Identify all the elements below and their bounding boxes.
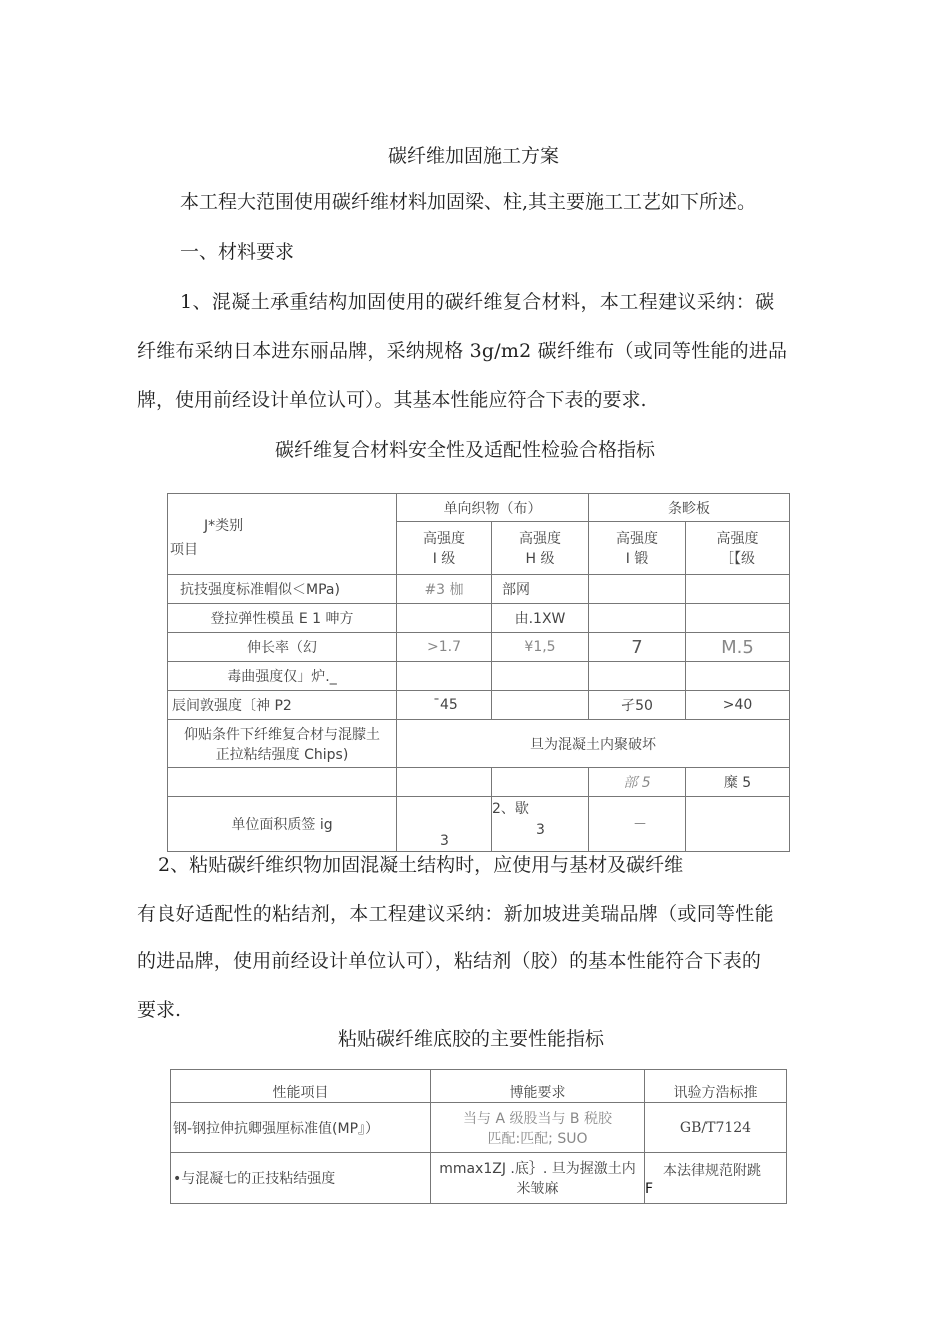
- table-cell: ˉ45: [397, 691, 492, 720]
- section-heading: 一、材料要求: [180, 241, 295, 263]
- column-header: 性能项目: [171, 1070, 431, 1103]
- table-cell: mmax1ZJ .底｝. 旦为握激土内 米皱麻: [431, 1153, 645, 1204]
- row-label: 登拉弹性模虽 E 1 呻方: [168, 604, 397, 633]
- row-label: 伸长率（幻: [168, 633, 397, 662]
- paragraph-line: 的进品牌，使用前经设计单位认可），粘结剂（胶）的基本性能符合下表的: [137, 950, 762, 972]
- table-cell: [492, 662, 589, 691]
- table-cell: 部 5: [589, 768, 686, 797]
- paragraph-line: 有良好适配性的粘结剂，本工程建议采纳：新加坡进美瑞品牌（或同等性能: [137, 903, 774, 925]
- table-cell: [686, 797, 790, 852]
- document-title: 碳纤维加固施工方案: [388, 145, 560, 167]
- table-cell: 糜 5: [686, 768, 790, 797]
- group-header-plate: 条畛板: [589, 494, 790, 522]
- table-cell: M.5: [686, 633, 790, 662]
- table2-caption: 粘贴碳纤维底胶的主要性能指标: [338, 1028, 605, 1050]
- table-cell: #3 枷: [397, 575, 492, 604]
- table-cell: [397, 662, 492, 691]
- column-header: 讯验方浩标推: [645, 1070, 787, 1103]
- table-cell: [492, 768, 589, 797]
- category-label: J*类别: [204, 518, 244, 534]
- paragraph-line: 纤维布采纳日本进东丽品牌，采纳规格 3g/m2 碳纤维布（或同等性能的进品: [137, 340, 788, 362]
- carbon-fiber-spec-table: [167, 493, 790, 852]
- table-cell: 由.1XW: [492, 604, 589, 633]
- row-label: 辰间敦强度〔神 P2: [168, 691, 397, 720]
- table-cell: 孑50: [589, 691, 686, 720]
- paragraph-line: 2、粘贴碳纤维织物加固混凝土结构时，应使用与基材及碳纤维: [158, 854, 684, 876]
- sub-header-cell: 高强度 I 级: [397, 522, 492, 575]
- table-cell: [492, 691, 589, 720]
- table-cell: GB/T7124: [645, 1103, 787, 1153]
- paragraph-line: 1、混凝土承重结构加固使用的碳纤维复合材料，本工程建议采纳：碳: [180, 291, 775, 313]
- table-cell: 部网: [492, 575, 589, 604]
- table-cell: 7: [589, 633, 686, 662]
- row-label: •与混凝七的正技粘结强度: [171, 1153, 431, 1204]
- table-cell: [397, 604, 492, 633]
- corner-header-cell: [168, 494, 397, 575]
- table-cell: 3: [397, 797, 492, 852]
- row-label: 单位面积质签 ig: [168, 797, 397, 852]
- sub-header-cell: 高强度 ［【级: [686, 522, 790, 575]
- paragraph-line: 牌，使用前经设计单位认可）。其基本性能应符合下表的要求.: [137, 389, 647, 411]
- table-cell: －: [589, 797, 686, 852]
- intro-paragraph: 本工程大范围使用碳纤维材料加固梁、柱,其主要施工工艺如下所述。: [180, 191, 757, 213]
- table-cell: [168, 768, 397, 797]
- item-label: 项目: [170, 542, 198, 558]
- table-cell: [686, 604, 790, 633]
- merged-value-cell: 旦为混凝土内聚破坏: [397, 720, 790, 768]
- table-cell: [589, 604, 686, 633]
- table-cell: [686, 575, 790, 604]
- table-cell: >40: [686, 691, 790, 720]
- table-cell: [686, 662, 790, 691]
- table-cell: [397, 768, 492, 797]
- table-cell: [589, 575, 686, 604]
- table-cell: [589, 662, 686, 691]
- table-cell: ¥1,5: [492, 633, 589, 662]
- table-cell: 本法律规范附跳 F: [645, 1153, 787, 1204]
- paragraph-line: 要求.: [137, 999, 182, 1021]
- table-cell: >1.7: [397, 633, 492, 662]
- column-header: 博能要求: [431, 1070, 645, 1103]
- group-header-fabric: 单向织物（布）: [397, 494, 589, 522]
- table1-caption: 碳纤维复合材料安全性及适配性检验合格指标: [275, 439, 656, 461]
- row-label: 抗技强度标准帽似＜MPa): [168, 575, 397, 604]
- table-cell: 当与 A 级股当与 B 税胶 匹配:匹配; SUO: [431, 1103, 645, 1153]
- row-label: 钢-钢拉伸抗卿强厘标准值(MP』）: [171, 1103, 431, 1153]
- table-cell: 2、歇 3: [492, 797, 589, 852]
- row-label: 仰贴条件下纤维复合材与混朦土 正拉粘结强度 Chips): [168, 720, 397, 768]
- sub-header-cell: 高强度 H 级: [492, 522, 589, 575]
- adhesive-spec-table: [170, 1069, 787, 1204]
- sub-header-cell: 高强度 I 锻: [589, 522, 686, 575]
- row-label: 毒曲强度仅」炉._: [168, 662, 397, 691]
